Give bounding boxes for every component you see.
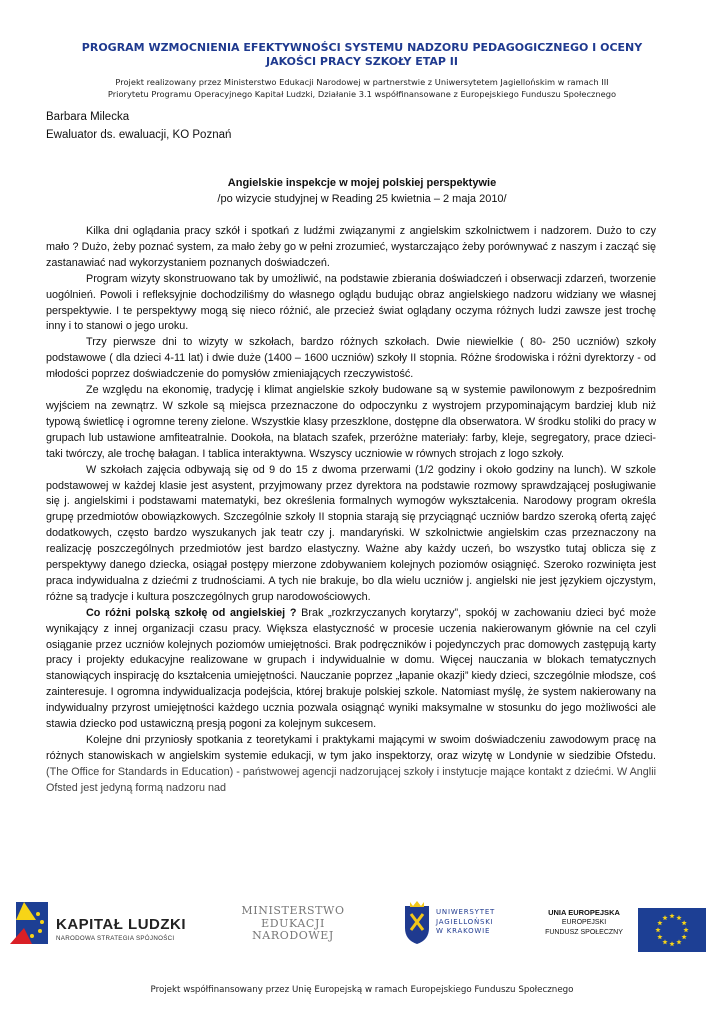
paragraph-4: Ze względu na ekonomię, tradycję i klimat angielskie szkoły budowane są w systemie pawilonowym z bezpośrednim wyjściem na zewnątrz. W szkole są miejsca przeznaczone do odpoczynku z wystrojem przypominającym bardziej klub niż typową świetlicę i ogromne tereny zielone. Wszystkie klasy przeszklone, dostępne dla obserwatora. W środku stoliki do pracy w grupach lub ustawione amfiteatralnie. Dookoła, na blatach szafek, przeróżne materiały: farby, kleje, segregatory, prace dzieci- taki twórczy, ale trochę bałagan. I tablica interaktywna. Wszyscy uczniowie w równych strojach z logo szkoły. <box>46 384 656 460</box>
paragraph-6 <box>46 606 656 733</box>
kapital-ludzki-mark-icon <box>10 898 50 948</box>
paragraph-7 <box>46 733 656 797</box>
eu-line2: EUROPEJSKI <box>561 919 607 926</box>
program-title <box>20 41 704 69</box>
european-union-logo <box>538 906 714 950</box>
university-line2: JAGIELLOŃSKI <box>436 917 494 926</box>
article-subtitle: /po wizycie studyjnej w Reading 25 kwietnia – 2 maja 2010/ <box>217 193 507 205</box>
article-title: Angielskie inspekcje w mojej polskiej perspektywie <box>227 177 497 189</box>
program-subtitle-line2: Priorytetu Programu Operacyjnego Kapitał Ludzki, Działanie 3.1 współfinansowane z Europejskiego Funduszu Społecznego <box>107 89 617 99</box>
author-role: Ewaluator ds. ewaluacji, KO Poznań <box>46 129 232 141</box>
ministry-line3: NARODOWEJ <box>252 929 334 942</box>
eu-line3: FUNDUSZ SPOŁECZNY <box>545 929 623 936</box>
logo-strip <box>0 893 724 963</box>
university-line1: UNIWERSYTET <box>436 908 496 916</box>
jagiellonian-university-logo <box>402 900 522 950</box>
paragraph-5: W szkołach zajęcia odbywają się od 9 do 15 z dwoma przerwami (1/2 godziny i około godziny na lunch). W szkole podstawowej w każdej klasie jest asystent, przyjmowany przez dyrektora na podstawie rozmowy sprawdzającej posługiwanie się j. angielskimi i podstawami matematyki, bez określenia formalnych wymogów wykształcenia. Narodowy program określa grupę przedmiotów obowiązkowych. Szczególnie szkoły II stopnia starają się przyciągnąć uczniów bardzo szeroką ofertą zajęć dodatkowych, często bardzo wyszukanych jak teatr czy j. mandaryński. W szkolnictwie angielskim czas przeznaczony na realizację poszczególnych przedmiotów jest bardzo elastyczny. Ważne aby każdy uczeń, bo wszystko tutaj oblicza się z perspektywy danego dziecka, osiągał postępy mierzone zdobywaniem kolejnych poziomów osiągnięć. Szeroko rozwinięta jest praca indywidualna z dziećmi z trudnościami. A tych nie brakuje, bo dla wielu uczniów j. angielski nie jest językiem ojczystym, różne są tradycje i kultura poszczególnych grup narodowościowych. <box>46 463 656 603</box>
paragraph-6-lead: Co różni polską szkołę od angielskiej ? <box>86 606 297 619</box>
program-title-line2: JAKOŚCI PRACY SZKOŁY ETAP II <box>266 55 458 68</box>
paragraph-6-text: Brak „rozkrzyczanych korytarzy”, spokój w zachowaniu dzieci być może wynikający z innej organizacji czasu pracy. Większa elastyczność w procesie uczenia nakierowanym głównie na cel czyli osiąganie przez uczniów kolejnych poziomów umiejętności. Brak podręczników i pojedynczych prac domowych zastępują karty pracy i projekty edukacyjne realizowane w grupach i indywidualnie w domu. Więcej nauczania w blokach tematycznych stanowiących inspirację do kształcenia umiejętności. Nauczanie poprzez „łapanie okazji” kiedy dzieci, szczególnie młodsze, coś zainteresuje. I ogromna indywidualizacja podejścia, której brakuje polskiej szkole. Natomiast myślę, że system nakierowany na indywidualny przyrost umiejętności każdego ucznia pozwala osiągnąć wyniki maksymalne w stosunku do jego możliwości ale stawia dziecko pod ustawiczną presją pogoni za kolejnym sukcesem. <box>46 606 656 731</box>
paragraph-1: Kilka dni oglądania pracy szkół i spotkań z ludźmi związanymi z angielskim szkolnictwem i nadzorem. Dużo to czy mało ? Dużo, żeby poznać system, za mało żeby go w pełni zrozumieć, wystarczająco żeby porównywać z naszym i zacząć się zastanawiać nad wykorzystaniem poznanych doświadczeń. <box>46 225 656 269</box>
ministry-line1: MINISTERSTWO <box>241 904 345 917</box>
kapital-ludzki-subtitle: NARODOWA STRATEGIA SPÓJNOŚCI <box>56 935 175 942</box>
university-crest-icon <box>402 900 432 946</box>
footer-note: Projekt współfinansowany przez Unię Europejską w ramach Europejskiego Funduszu Społecznego <box>150 985 574 995</box>
paragraph-7-tail: (The Office for Standards in Education) - państwowej agencji nadzorującej szkoły i instytucje mające kontakt z dziećmi. W Anglii Ofsted jest jedyną formą nadzoru nad <box>46 765 656 794</box>
eu-line1: UNIA EUROPEJSKA <box>548 908 620 917</box>
kapital-ludzki-name: KAPITAŁ LUDZKI <box>56 916 187 933</box>
author-block <box>46 108 231 144</box>
eu-text <box>538 908 630 938</box>
author-name: Barbara Milecka <box>46 111 130 123</box>
paragraph-7-text: Kolejne dni przyniosły spotkania z teoretykami i praktykami mającymi w swoim doświadczeniu zawodowym pracę na różnych stanowiskach w angielskim systemie edukacji, w tym jako inspektorzy, oraz wizytę w Londynie w siedzibie Ofstedu. <box>46 734 656 762</box>
article-body <box>46 224 656 797</box>
university-name <box>436 908 495 937</box>
program-subtitle <box>20 76 704 100</box>
paragraph-3: Trzy pierwsze dni to wizyty w szkołach, bardzo różnych szkołach. Dwie niewielkie ( 80- 250 uczniów) szkoły podstawowe ( dla dzieci 4-11 lat) i dwie duże (1400 – 1600 uczniów) szkoły II stopnia. Różne środowiska i różni dyrektorzy - od młodości poprzez doświadczenie do pomysłów zmieniających rzeczywistość. <box>46 336 656 381</box>
eu-flag-icon <box>638 908 706 952</box>
article-heading <box>46 175 678 207</box>
ministry-line2: EDUKACJI <box>261 916 325 930</box>
ministry-logo <box>238 905 348 953</box>
paragraph-2: Program wizyty skonstruowano tak by umożliwić, na podstawie zbierania doświadczeń i obserwacji zdarzeń, tworzenie uogólnień. Powoli i refleksyjnie dochodziliśmy do własnego oglądu budując obraz angielskiego nadzoru widziany we własnej perspektywie. I te perspektywy mogą się nieco różnić, ale przecież świat oglądany oczyma różnych ludzi zawsze jest trochę inny i to stanowi o jego uroku. <box>46 272 656 333</box>
university-line3: W KRAKOWIE <box>436 927 491 935</box>
program-subtitle-line1: Projekt realizowany przez Ministerstwo Edukacji Narodowej w partnerstwie z Uniwersytetem Jagiellońskim w ramach III <box>115 77 609 87</box>
kapital-ludzki-logo <box>10 898 200 948</box>
program-title-line1: PROGRAM WZMOCNIENIA EFEKTYWNOŚCI SYSTEMU NADZORU PEDAGOGICZNEGO I OCENY <box>81 41 643 54</box>
